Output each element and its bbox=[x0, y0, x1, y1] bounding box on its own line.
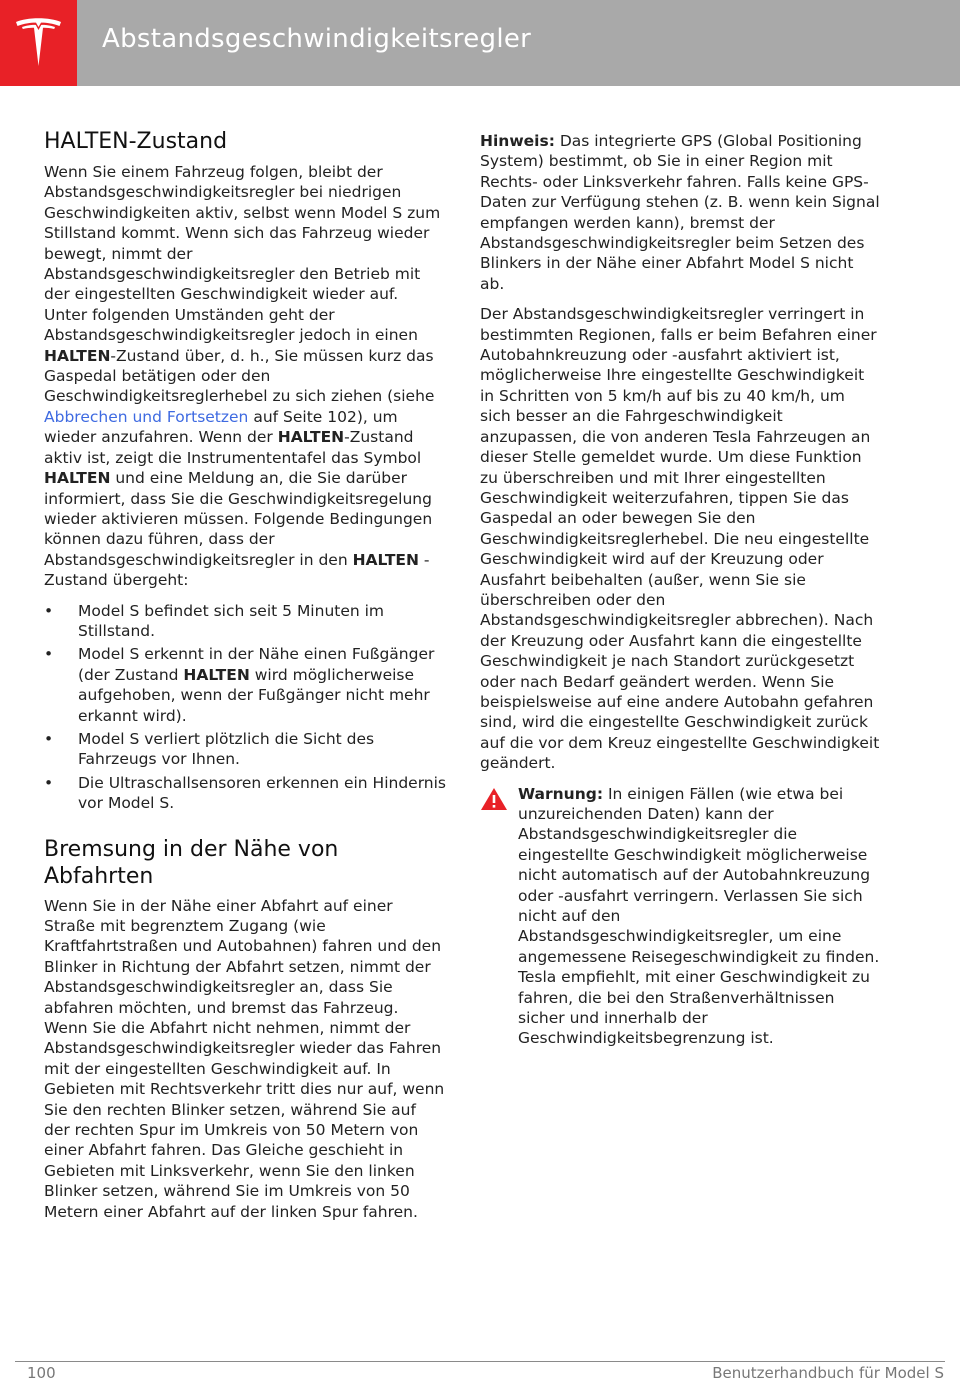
paragraph-halten bbox=[44, 162, 446, 591]
list-item: • Die Ultraschallsensoren erkennen ein Hindernis vor Model S. bbox=[44, 773, 446, 814]
halten-term: HALTEN bbox=[183, 665, 250, 684]
page-title: Abstandsgeschwindigkeitsregler bbox=[102, 24, 532, 54]
text-run: Das integrierte GPS (Global Positioning System) bestimmt, ob Sie in einer Region mit Rechts- oder Linksverkehr fahren. Falls keine GPS-Daten zur Verfügung stehen (z. B. wenn kein Signal empfangen werden kann), bremst der Abstandsgeschwindigkeitsregler beim Setzen des Blinkers in der Nähe einer Abfahrt Model S nicht ab. bbox=[480, 132, 880, 293]
warning-triangle-icon bbox=[480, 787, 508, 811]
text-run: Wenn Sie einem Fahrzeug folgen, bleibt der Abstandsgeschwindigkeitsregler bei niedrigen Geschwindigkeiten aktiv, selbst wenn Model S zum Stillstand kommt. Wenn sich das Fahrzeug wieder bewegt, nimmt der Abstandsgeschwindigkeitsregler den Betrieb mit der eingestellten Geschwindigkeit wieder auf. Unter folgenden Umständen geht der Abstandsgeschwindigkeitsregler jedoch in einen bbox=[44, 163, 441, 345]
right-column bbox=[480, 131, 880, 1049]
list-item bbox=[44, 644, 446, 726]
text-run: -Zustand über, d. h., Sie müssen kurz das Gaspedal betätigen oder den Geschwindigkeitsreglerhebel zu sich ziehen (siehe bbox=[44, 346, 435, 406]
left-column bbox=[44, 128, 446, 1232]
text-run: In einigen Fällen (wie etwa bei unzureichenden Daten) kann der Abstandsgeschwindigkeitsregler die eingestellte Geschwindigkeit möglicherweise nicht automatisch auf der Autobahnkreuzung oder -ausfahrt verringern. Verlassen Sie sich nicht auf den Abstandsgeschwindigkeitsregler, um eine angemessene Reisegeschwindigkeit zu finden. Tesla empfiehlt, mit einer Geschwindigkeit zu fahren, die bei den Straßenverhältnissen sicher und innerhalb der Geschwindigkeitsbegrenzung ist. bbox=[518, 784, 880, 1048]
footer-divider bbox=[15, 1361, 945, 1362]
link-abbrechen-fortsetzen[interactable]: Abbrechen und Fortsetzen bbox=[44, 407, 249, 426]
text-run: wird möglicherweise aufgehoben, wenn der Fußgänger nicht mehr erkannt wird). bbox=[78, 665, 430, 725]
tesla-logo-icon bbox=[13, 14, 64, 72]
section-heading-halten: HALTEN-Zustand bbox=[44, 129, 228, 154]
footer-title: Benutzerhandbuch für Model S bbox=[712, 1364, 944, 1382]
list-item: • Model S befindet sich seit 5 Minuten im Stillstand. bbox=[44, 601, 446, 642]
conditions-list bbox=[44, 601, 446, 814]
logo-box bbox=[0, 0, 77, 86]
warning-label: Warnung: bbox=[518, 784, 604, 803]
text-run: auf Seite 102), um wieder anzufahren. Wenn der bbox=[44, 407, 398, 447]
text-run: und eine Meldung an, die Sie darüber informiert, dass Sie die Geschwindigkeitsregelung wieder aktivieren müssen. Folgende Bedingungen können dazu führen, dass der Abstandsgeschwindigkeitsregler in den bbox=[44, 469, 433, 569]
text-run: Model S erkennt in der Nähe einen Fußgänger (der Zustand bbox=[78, 645, 435, 684]
list-item: • Model S verliert plötzlich die Sicht des Fahrzeugs vor Ihnen. bbox=[44, 729, 446, 770]
text-run: -Zustand aktiv ist, zeigt die Instrumententafel das Symbol bbox=[44, 428, 422, 467]
text-run: -Zustand übergeht: bbox=[44, 550, 430, 590]
halten-term: HALTEN bbox=[352, 550, 419, 569]
halten-term: HALTEN bbox=[277, 428, 345, 447]
paragraph-kreuzung: Der Abstandsgeschwindigkeitsregler verringert in bestimmten Regionen, falls er beim Befahren einer Autobahnkreuzung oder -ausfahrt aktiviert ist, möglicherweise Ihre eingestellte Geschwindigkeit in Schritten von 5 km/h auf bis zu 40 km/h, um sich besser an die Fahrgeschwindigkeit anzupassen, die von anderen Tesla Fahrzeugen an dieser Stelle gemeldet wurde. Um diese Funktion zu überschreiben und mit Ihrer eingestellten Geschwindigkeit weiterzufahren, tippen Sie das Gaspedal an oder bewegen Sie den Geschwindigkeitsreglerhebel. Die neu eingestellte Geschwindigkeit wird auf der Kreuzung oder Ausfahrt beibehalten (außer, wenn Sie sie überschreiben oder den Abstandsgeschwindigkeitsregler abbrechen). Nach der Kreuzung oder Ausfahrt kann die eingestellte Geschwindigkeit je nach Standort zurückgesetzt oder nach Bedarf geändert werden. Wenn Sie beispielsweise auf eine andere Autobahn gefahren sind, wird die eingestellte Geschwindigkeit zurück auf die vor dem Kreuz eingestellte Geschwindigkeit geändert. bbox=[480, 305, 880, 773]
note-paragraph bbox=[480, 131, 880, 294]
paragraph-bremsung: Wenn Sie in der Nähe einer Abfahrt auf einer Straße mit begrenztem Zugang (wie Kraftfahrtstraßen und Autobahnen) fahren und den Blinker in Richtung der Abfahrt setzen, nimmt der Abstandsgeschwindigkeitsregler an, dass Sie abfahren möchten, und bremst das Fahrzeug. Wenn Sie die Abfahrt nicht nehmen, nimmt der Abstandsgeschwindigkeitsregler wieder das Fahren mit der eingestellten Geschwindigkeit auf. In Gebieten mit Rechtsverkehr tritt dies nur auf, wenn Sie den rechten Blinker setzen, während Sie auf der rechten Spur im Umkreis von 50 Metern von einer Abfahrt fahren. Das Gleiche geschieht in Gebieten mit Linksverkehr, wenn Sie den linken Blinker setzen, während Sie im Umkreis von 50 Metern einer Abfahrt auf der linken Spur fahren. bbox=[44, 896, 445, 1221]
halten-term: HALTEN bbox=[44, 346, 111, 365]
page-header bbox=[0, 0, 960, 86]
halten-term: HALTEN bbox=[44, 469, 111, 488]
page-number: 100 bbox=[27, 1364, 56, 1382]
warning-box bbox=[480, 784, 880, 1049]
note-label: Hinweis: bbox=[480, 132, 555, 150]
section-heading-bremsung: Bremsung in der Nähe von Abfahrten bbox=[44, 836, 339, 889]
